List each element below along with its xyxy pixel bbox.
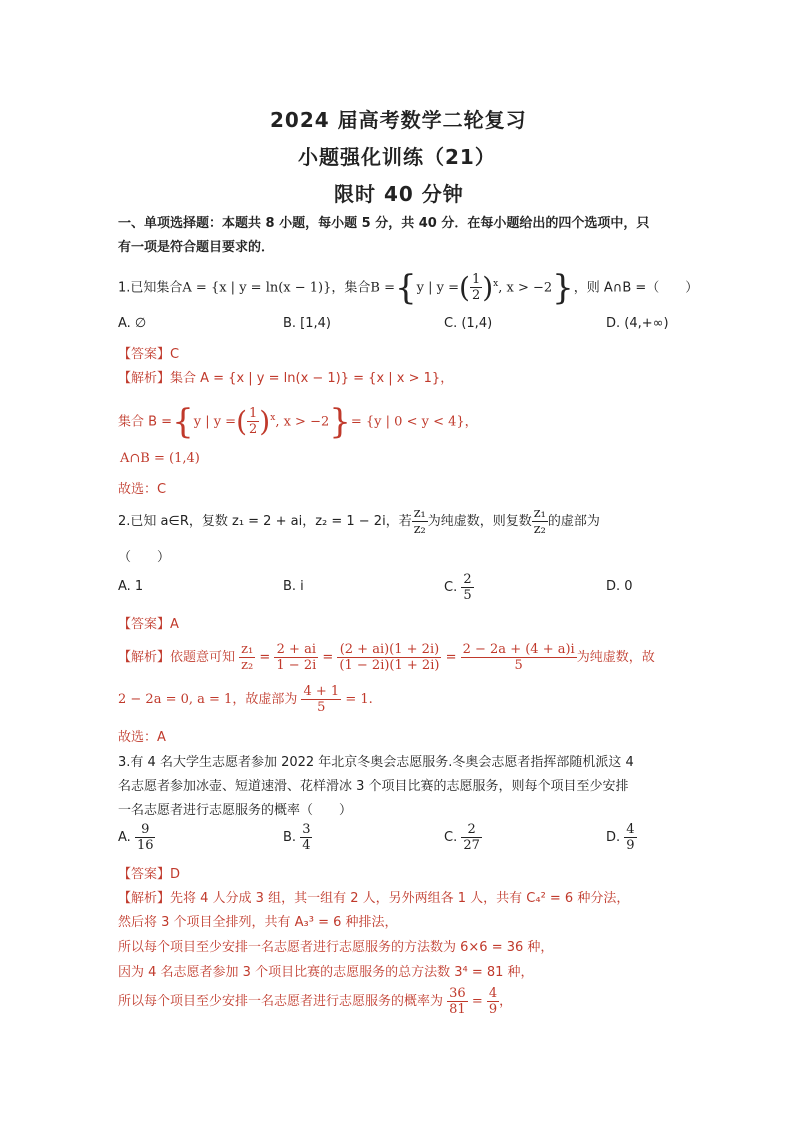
q3-option-c-lead: C.	[444, 830, 458, 845]
q1-set-a: A = {x | y = ln(x − 1)}	[182, 280, 332, 296]
q1-brace-close: }	[552, 267, 574, 308]
q2-option-c-lead: C.	[444, 580, 458, 595]
q3-sol5-num-1: 36	[449, 986, 466, 1001]
q1-exponent: x	[493, 279, 499, 289]
q1-half-num: 1	[471, 272, 481, 288]
q2-sol-f1-den: 1 − 2i	[276, 658, 317, 673]
q1-option-c: C. (1,4)	[444, 316, 493, 331]
q3-sol5-tail: ，	[499, 994, 513, 1009]
q2-z-ratio-1	[412, 506, 428, 537]
q1-half	[470, 272, 482, 303]
q3-option-b	[283, 818, 312, 858]
q2-z2-b: z₂	[533, 522, 546, 537]
q3-solution-3: 所以每个项目至少安排一名志愿者进行志愿服务的方法数为 6×6 = 36 种，	[118, 940, 554, 955]
q2-solution-2	[118, 680, 373, 720]
question-3-line-1: 3.有 4 名大学生志愿者参加 2022 年北京冬奥会志愿服务.冬奥会志愿者指挥部随机派这 4	[118, 755, 634, 770]
q2-sol-zratio	[239, 642, 255, 673]
q1-set-b-lead: B =	[370, 280, 395, 296]
question-1-stem	[118, 262, 698, 306]
q2-solution-1: 【解析】依题意可知 $\frac{\text{z₁}}{\text{z₂}}$ = $\frac{2 + ai}{1 - 2i}$ = $\frac{(2 + ai)(1 + 2i)}{(1 - 2i)(1 + 2i)}$ = $\frac{2 - 2a + (4 + a)i}{5}$ 为纯虚数，故	[118, 642, 655, 673]
q3-solution-2: 然后将 3 个项目全排列，共有 A₃³ = 6 种排法，	[118, 915, 398, 930]
q2-option-a: A. 1	[118, 579, 144, 594]
q3-sol5-den-1: 81	[449, 1002, 466, 1017]
q2-z-ratio-2	[532, 506, 548, 537]
q2-sol-z1: z₁	[241, 642, 254, 657]
q3-option-d-lead: D.	[606, 830, 621, 845]
q1-brace-open: {	[395, 267, 417, 308]
q2-sol-f2-num: (2 + ai)(1 + 2i)	[337, 642, 441, 658]
q2-z1-b: z₁	[533, 506, 546, 521]
question-2-stem	[118, 502, 600, 542]
q2-sol-tail: 为纯虚数，故	[576, 650, 655, 665]
q1-paren-open: (	[459, 270, 470, 304]
q2-stem-a: 2.已知 a∈R，复数 z₁ = 2 + ai，z₂ = 1 − 2i，若	[118, 514, 412, 529]
q3-option-d-frac	[624, 822, 636, 853]
q1-sol2-brace-open: {	[172, 401, 194, 442]
q1-answer: 【答案】C	[118, 347, 180, 362]
q2-sol-z2: z₂	[241, 658, 254, 673]
q1-solution-2	[118, 396, 478, 440]
q3-sol5-frac-2	[487, 986, 499, 1017]
q2-option-b: B. i	[283, 579, 304, 594]
q1-sol2-y: y | y =	[193, 414, 237, 430]
q3-sol5-lead: 所以每个项目至少安排一名志愿者进行志愿服务的概率为	[118, 994, 444, 1009]
doc-title: 2024 届高考数学二轮复习	[270, 108, 527, 132]
q2-sol-f2-den: (1 − 2i)(1 + 2i)	[339, 658, 440, 673]
section-heading-cont: 有一项是符合题目要求的．	[118, 240, 275, 255]
q1-sol2-tail: = {y | 0 < y < 4}，	[350, 414, 478, 430]
q2-sol-lead: 【解析】依题意可知	[118, 650, 236, 665]
q1-sol2-exponent: x	[270, 413, 276, 423]
q3-sol5-frac-1	[447, 986, 468, 1017]
q1-suffix: ，则 A∩B =（ ）	[573, 280, 699, 296]
q2-solution-3: 故选：A	[118, 730, 166, 745]
q1-set-b-y: y | y =	[416, 280, 459, 296]
q1-set-b-tail: , x > −2	[498, 280, 553, 296]
q2-sol2-b: = 1.	[345, 692, 373, 707]
q3-option-c-frac	[461, 822, 482, 853]
q3-option-c-den: 27	[463, 838, 480, 853]
q2-sol-f3-den: 5	[514, 658, 523, 673]
q2-stem-c: 的虚部为	[547, 514, 600, 529]
q1-half-den: 2	[471, 288, 481, 304]
q1-mid: ，集合	[331, 280, 371, 296]
q3-option-b-den: 4	[302, 838, 311, 853]
question-3-line-3: 一名志愿者进行志愿服务的概率（ ）	[118, 803, 353, 818]
q1-sol2-half-den: 2	[249, 422, 258, 438]
q1-solution-4: 故选：C	[118, 482, 167, 497]
q3-option-a-num: 9	[135, 822, 156, 838]
q3-option-b-num: 3	[302, 822, 311, 837]
q3-option-c	[444, 818, 482, 858]
q2-paren: （ ）	[118, 550, 171, 565]
q2-stem-b: 为纯虚数，则复数	[427, 514, 532, 529]
q1-solution-1: 【解析】集合 A = {x | y = ln(x − 1)} = {x | x > 1}，	[118, 371, 454, 386]
q2-sol2-frac-num: 4 + 1	[303, 684, 340, 699]
q1-solution-3: A∩B = (1,4)	[120, 451, 200, 466]
section-heading: 一、单项选择题：本题共 8 小题，每小题 5 分，共 40 分．在每小题给出的四个选项中，只	[118, 216, 650, 231]
q2-sol-f1-num: 2 + ai	[274, 642, 318, 658]
q3-option-a	[118, 818, 155, 858]
q3-sol5-den-2: 9	[488, 1002, 498, 1017]
question-3-line-2: 名志愿者参加冰壶、短道速滑、花样滑冰 3 个项目比赛的志愿服务，则每个项目至少安排	[118, 779, 629, 794]
q2-sol-f3	[461, 642, 577, 673]
q2-z2: z₂	[413, 522, 426, 537]
q2-sol2-frac-den: 5	[317, 700, 326, 715]
q3-answer: 【答案】D	[118, 867, 181, 882]
q1-sol2-tail-cond: , x > −2	[275, 414, 330, 430]
q1-option-a: A. ∅	[118, 316, 147, 331]
q2-sol2-frac	[301, 684, 341, 715]
q3-solution-1: 【解析】先将 4 人分成 3 组，其一组有 2 人，另外两组各 1 人，共有 C₄² = 6 种分法，	[118, 891, 630, 906]
q2-answer: 【答案】A	[118, 617, 179, 632]
q1-option-d: D. (4,+∞)	[606, 316, 669, 331]
q2-sol-f1	[274, 642, 318, 673]
q3-option-d-num: 4	[626, 822, 635, 837]
q1-sol2-half	[247, 406, 259, 437]
q2-option-c	[444, 568, 474, 608]
q2-z1: z₁	[413, 506, 426, 521]
doc-subtitle: 小题强化训练（21）	[298, 145, 496, 169]
q3-solution-5	[118, 980, 512, 1024]
q1-sol2-half-num: 1	[249, 406, 258, 422]
q2-option-c-den: 5	[463, 588, 472, 603]
time-limit: 限时 40 分钟	[334, 182, 464, 206]
q3-solution-4: 因为 4 名志愿者参加 3 个项目比赛的志愿服务的总方法数 3⁴ = 81 种，	[118, 965, 534, 980]
q2-sol-f3-num: 2 − 2a + (4 + a)i	[462, 642, 575, 657]
q3-sol5-eq: =	[471, 994, 483, 1009]
q1-sol2-brace-close: }	[329, 401, 351, 442]
q3-option-a-lead: A.	[118, 830, 131, 845]
q1-prefix: 1.已知集合	[118, 280, 183, 296]
q3-option-a-frac	[135, 822, 156, 853]
q3-option-b-frac	[300, 822, 312, 853]
q2-sol2-a: 2 − 2a = 0, a = 1，故虚部为	[118, 692, 298, 707]
q3-option-c-num: 2	[461, 822, 482, 838]
q2-option-c-num: 2	[463, 572, 472, 587]
q1-option-b: B. [1,4)	[283, 316, 332, 331]
q1-sol2-paren-open: (	[236, 404, 248, 438]
q2-option-c-frac	[461, 572, 473, 603]
q3-option-a-den: 16	[136, 838, 154, 853]
q2-sol-f2	[337, 642, 441, 673]
q3-option-b-lead: B.	[283, 830, 297, 845]
q1-paren-close: )	[482, 270, 494, 304]
q3-option-d-den: 9	[626, 838, 635, 853]
q3-sol5-num-2: 4	[488, 986, 498, 1001]
q3-option-d	[606, 818, 637, 858]
q1-sol2-paren-close: )	[259, 404, 271, 438]
q2-option-d: D. 0	[606, 579, 633, 594]
q1-sol2-lead: 集合 B =	[118, 414, 173, 430]
